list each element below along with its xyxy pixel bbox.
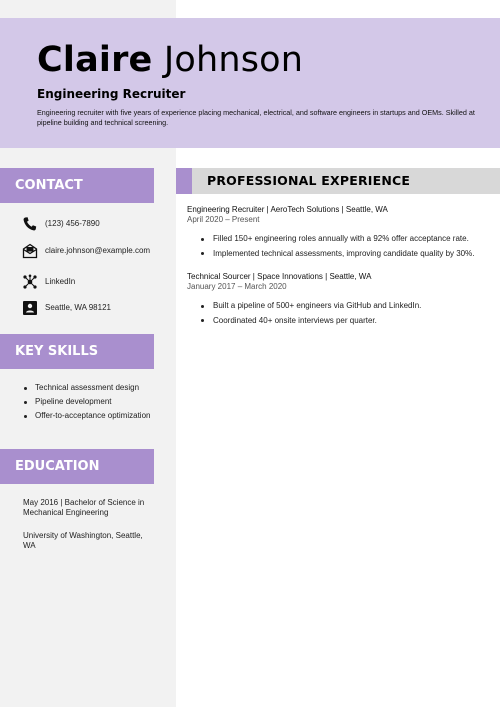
skill-item: Pipeline development xyxy=(22,397,152,407)
skill-item: Offer-to-acceptance optimization xyxy=(22,411,152,421)
experience-entry xyxy=(187,272,487,330)
email-icon xyxy=(22,243,38,259)
job-dates: April 2020 – Present xyxy=(187,215,260,224)
phone-text: (123) 456-7890 xyxy=(45,219,100,228)
email-text[interactable]: claire.johnson@example.com xyxy=(45,246,151,255)
skill-item: Technical assessment design xyxy=(22,383,152,393)
contact-phone xyxy=(22,216,152,232)
first-name: Claire xyxy=(37,40,153,80)
profile-summary: Engineering recruiter with five years of experience placing mechanical, electrical, and software engineers in startups and OEMs. Skilled at pipeline building and technical screening. xyxy=(37,108,475,127)
contact-heading: CONTACT xyxy=(0,168,154,203)
job-bullet: Coordinated 40+ onsite interviews per quarter. xyxy=(187,316,487,326)
experience-heading: PROFESSIONAL EXPERIENCE xyxy=(207,173,411,188)
education-school: University of Washington, Seattle, WA xyxy=(23,531,143,550)
job-title-line: Engineering Recruiter | AeroTech Solutions | Seattle, WA xyxy=(187,205,388,214)
location-icon xyxy=(22,300,38,316)
job-bullet: Filled 150+ engineering roles annually with a 92% offer acceptance rate. xyxy=(187,234,487,244)
experience-heading-accent xyxy=(176,168,192,194)
contact-linkedin[interactable] xyxy=(22,274,152,290)
job-bullet: Built a pipeline of 500+ engineers via GitHub and LinkedIn. xyxy=(187,301,487,311)
education-heading: EDUCATION xyxy=(0,449,154,484)
last-name: Johnson xyxy=(163,40,304,80)
job-bullets xyxy=(187,301,487,326)
skills-heading: KEY SKILLS xyxy=(0,334,154,369)
phone-icon xyxy=(22,216,38,232)
candidate-job-title: Engineering Recruiter xyxy=(37,87,186,101)
job-bullets xyxy=(187,234,487,259)
linkedin-icon xyxy=(22,274,38,290)
experience-entry xyxy=(187,205,487,263)
candidate-name xyxy=(37,38,303,82)
skills-list xyxy=(22,383,152,425)
contact-email[interactable] xyxy=(22,243,152,259)
job-title-line: Technical Sourcer | Space Innovations | Seattle, WA xyxy=(187,272,372,281)
contact-location xyxy=(22,300,152,316)
experience-heading-bar xyxy=(176,168,500,194)
job-bullet: Implemented technical assessments, improving candidate quality by 30%. xyxy=(187,249,487,259)
linkedin-text[interactable]: LinkedIn xyxy=(45,277,76,286)
location-text: Seattle, WA 98121 xyxy=(45,303,111,312)
education-degree: May 2016 | Bachelor of Science in Mechanical Engineering xyxy=(23,498,145,517)
job-dates: January 2017 – March 2020 xyxy=(187,282,287,291)
